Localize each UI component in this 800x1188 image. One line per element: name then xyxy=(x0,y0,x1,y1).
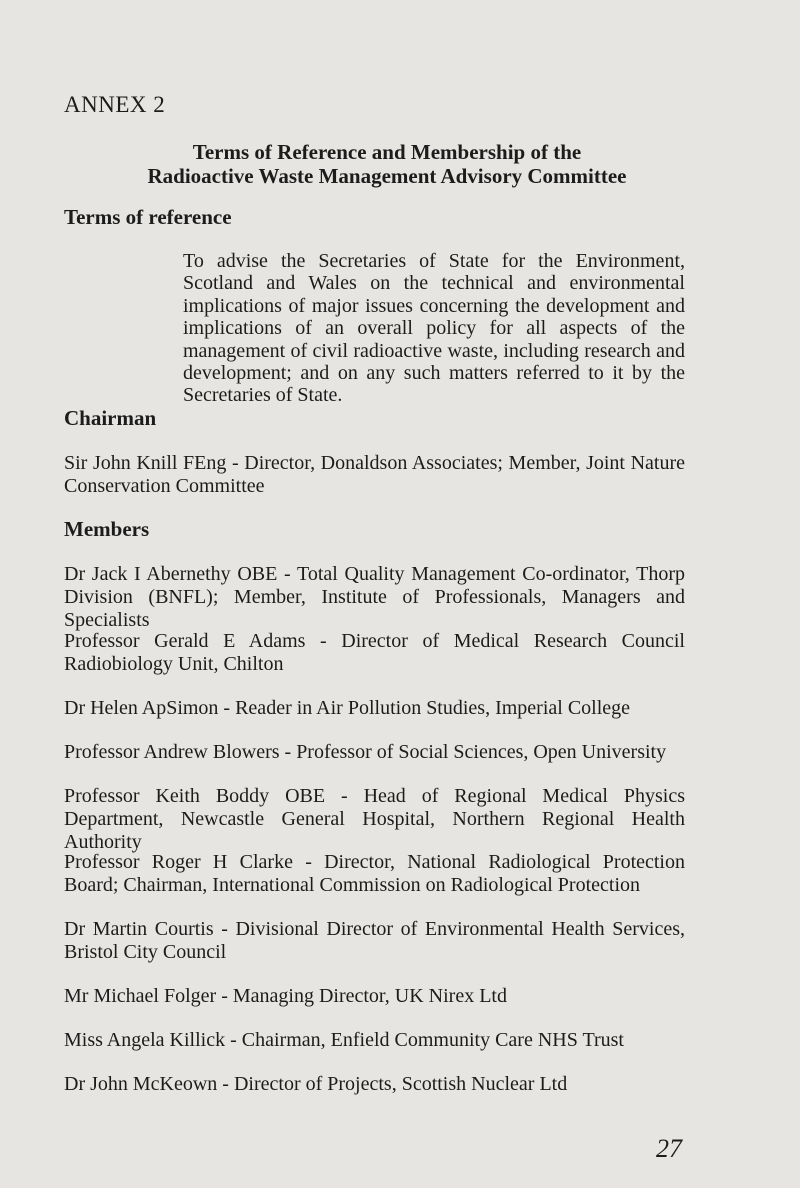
member-entry: Dr John McKeown - Director of Projects, Scottish Nuclear Ltd xyxy=(64,1073,568,1095)
member-entry: Dr Martin Courtis - Divisional Director of Environmental Health Services, Bristol City Council xyxy=(64,918,685,963)
member-entry: Miss Angela Killick - Chairman, Enfield Community Care NHS Trust xyxy=(64,1029,624,1051)
member-entry: Mr Michael Folger - Managing Director, UK Nirex Ltd xyxy=(64,985,507,1007)
member-entry: Dr Helen ApSimon - Reader in Air Pollution Studies, Imperial College xyxy=(64,697,631,719)
chairman-heading: Chairman xyxy=(64,406,157,430)
member-entry: Professor Keith Boddy OBE - Head of Regional Medical Physics Department, Newcastle General Hospital, Northern Regional Health Authority xyxy=(64,785,685,853)
terms-text: To advise the Secretaries of State for the Environment, Scotland and Wales on the technical and environmental implications of major issues concerning the development and implications of an overall policy for all aspects of the management of civil radioactive waste, including research and development; and on any such matters referred to it by the Secretaries of State. xyxy=(183,250,685,407)
document-title xyxy=(100,140,674,188)
annex-label: ANNEX 2 xyxy=(64,92,166,117)
member-entry: Dr Jack I Abernethy OBE - Total Quality Management Co-ordinator, Thorp Division (BNFL); Member, Institute of Professionals, Managers and Specialists xyxy=(64,563,685,631)
title-line-2: Radioactive Waste Management Advisory Committee xyxy=(147,164,627,188)
chairman-entry: Sir John Knill FEng - Director, Donaldson Associates; Member, Joint Nature Conservation Committee xyxy=(64,452,685,497)
member-entry: Professor Andrew Blowers - Professor of Social Sciences, Open University xyxy=(64,741,667,763)
terms-heading: Terms of reference xyxy=(64,205,232,229)
member-entry: Professor Roger H Clarke - Director, National Radiological Protection Board; Chairman, International Commission on Radiological Protection xyxy=(64,851,685,896)
page-number: 27 xyxy=(656,1134,682,1163)
title-line-1: Terms of Reference and Membership of the xyxy=(192,140,582,164)
members-heading: Members xyxy=(64,517,150,541)
member-entry: Professor Gerald E Adams - Director of Medical Research Council Radiobiology Unit, Chilton xyxy=(64,630,685,675)
